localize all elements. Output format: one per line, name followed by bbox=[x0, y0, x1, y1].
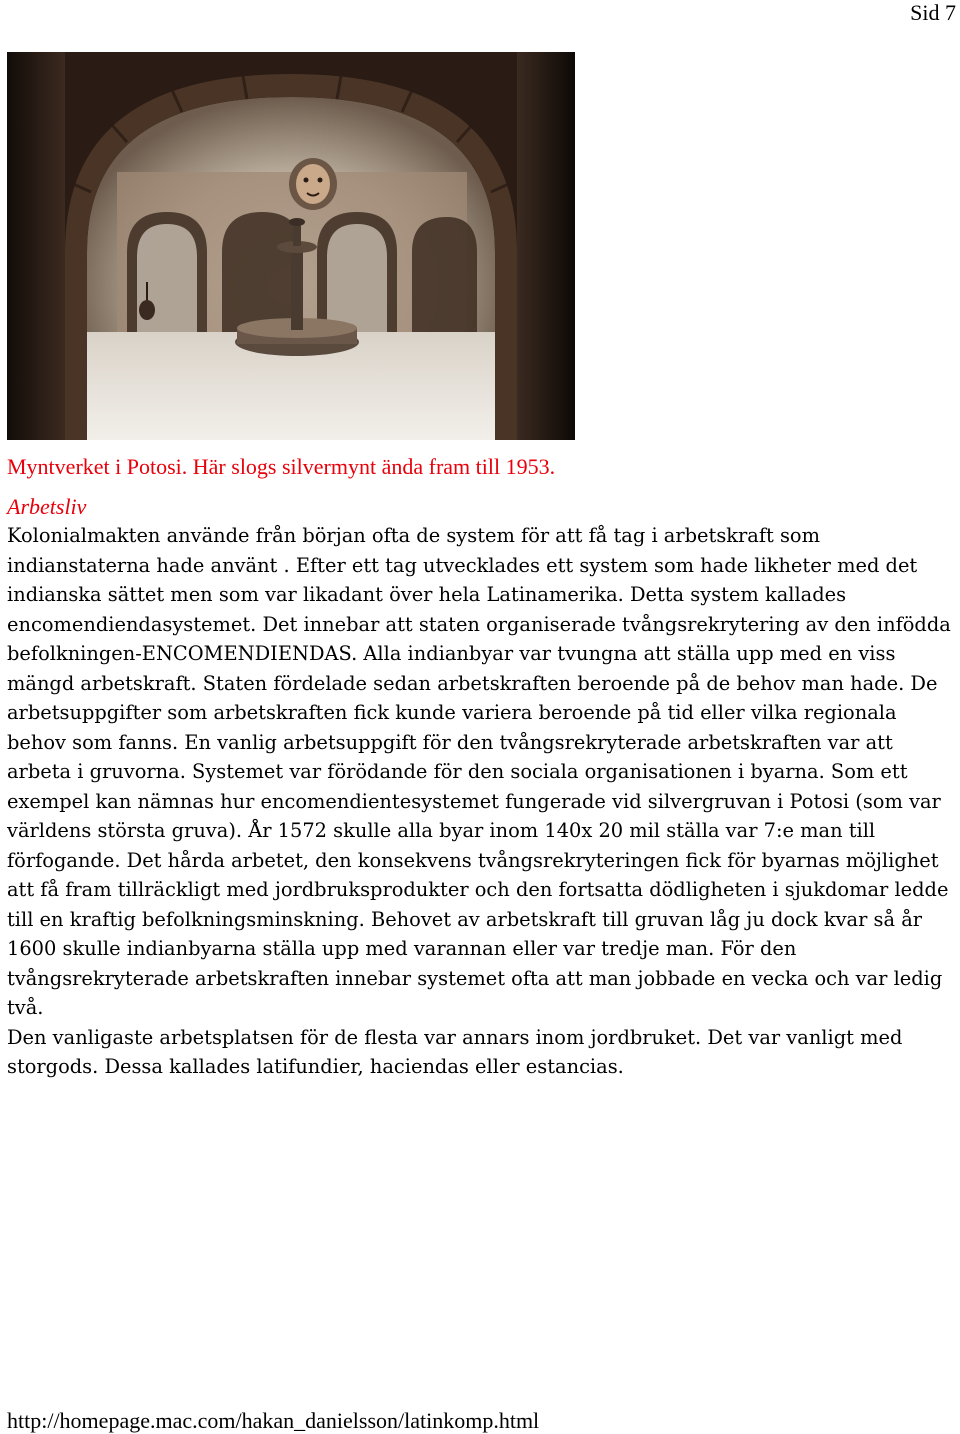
photo-mint-potosi bbox=[7, 52, 575, 440]
paragraph-2: Den vanligaste arbetsplatsen för de flesta var annars inom jordbruket. Det var vanligt med storgods. Dessa kallades latifundier, haciendas eller estancias. bbox=[7, 1025, 903, 1078]
article-body bbox=[7, 521, 957, 1082]
footer-url[interactable]: http://homepage.mac.com/hakan_danielsson/latinkomp.html bbox=[7, 1408, 540, 1433]
page-number: Sid 7 bbox=[910, 0, 956, 25]
section-heading: Arbetsliv bbox=[7, 494, 87, 519]
photo-caption: Myntverket i Potosi. Här slogs silvermynt ända fram till 1953. bbox=[7, 454, 556, 479]
paragraph-1: Kolonialmakten använde från början ofta de system för att få tag i arbetskraft som indianstaterna hade använt . Efter ett tag utvecklades ett system som hade likheter med det indianska sättet men som var likadant över hela Latinamerika. Detta system kallades encomendiendasystemet. Det innebar att staten organiserade tvångsrekrytering av den infödda befolkningen-ENCOMENDIENDAS. Alla indianbyar var tvungna att ställa upp med en viss mängd arbetskraft. Staten fördelade sedan arbetskraften beroende på de behov man hade. De arbetsuppgifter som arbetskraften fick kunde variera beroende på tid eller vilka regionala behov som fanns. En vanlig arbetsuppgift för den tvångsrekryterade arbetskraften var att arbeta i gruvorna. Systemet var förödande för den sociala organisationen i byarna. Som ett exempel kan nämnas hur encomendientesystemet fungerade vid silvergruvan i Potosi (som var världens största gruva). År 1572 skulle alla byar inom 140x 20 mil ställa var 7:e man till förfogande. Det hårda arbetet, den konsekvens tvångsrekryteringen fick för byarnas möjlighet att få fram tillräckligt med jordbruksprodukter och den fortsatta dödligheten i sjukdomar ledde till en kraftig befolkningsminskning. Behovet av arbetskraft till gruvan låg ju dock kvar så år 1600 skulle indianbyarna ställa upp med varannan eller var tredje man. För den tvångsrekryterade arbetskraften innebar systemet ofta att man jobbade en vecka och var ledig två. bbox=[7, 524, 951, 1019]
